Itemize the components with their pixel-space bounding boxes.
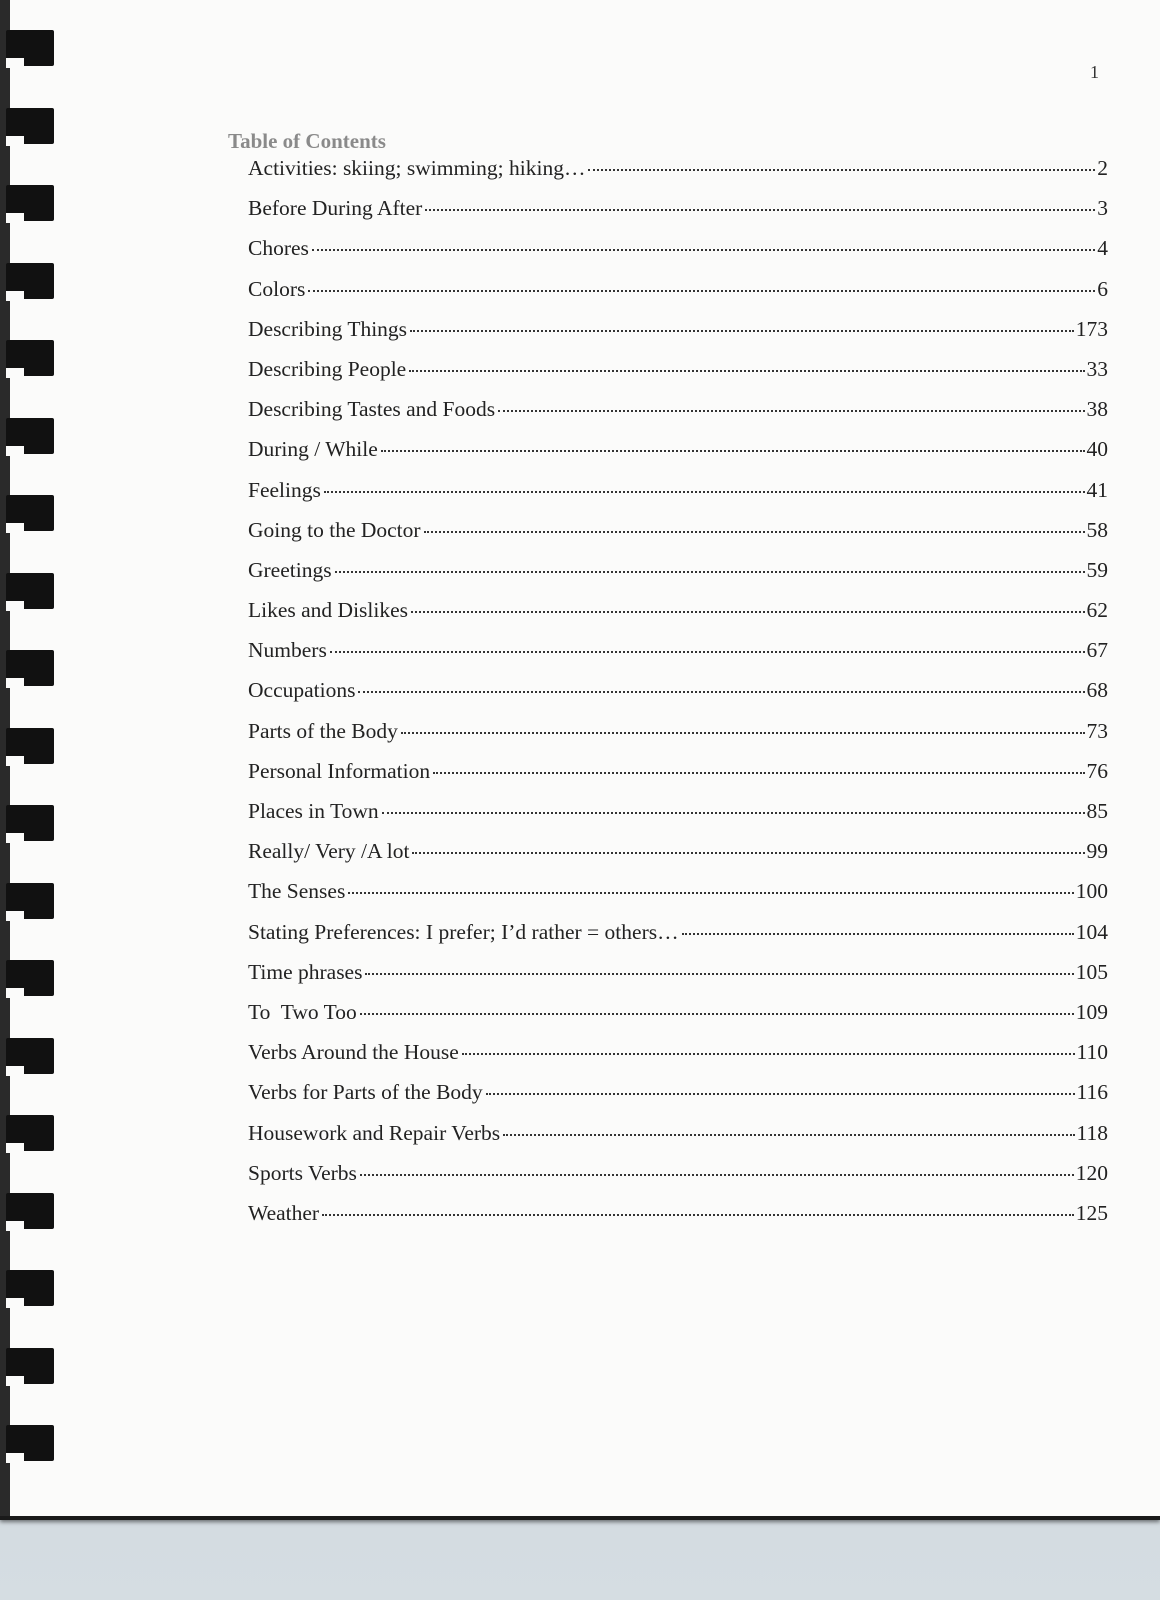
toc-dot-leader bbox=[382, 812, 1085, 814]
page-number: 1 bbox=[1090, 62, 1099, 82]
binding-ring bbox=[6, 1425, 54, 1461]
toc-entry bbox=[248, 1000, 1108, 1040]
toc-dot-leader bbox=[410, 330, 1074, 332]
toc-dot-leader bbox=[335, 571, 1085, 573]
toc-entry bbox=[248, 236, 1108, 276]
toc-entry bbox=[248, 277, 1108, 317]
toc-entry-page: 105 bbox=[1075, 959, 1108, 984]
toc-entry-page: 2 bbox=[1097, 156, 1108, 180]
toc-entry bbox=[248, 357, 1108, 397]
toc-entry bbox=[248, 518, 1108, 558]
toc-entry-page: 40 bbox=[1086, 437, 1108, 462]
binding-ring bbox=[6, 263, 54, 299]
toc-title: Table of Contents bbox=[228, 129, 386, 153]
binding-ring bbox=[6, 883, 54, 919]
toc-dot-leader bbox=[411, 611, 1084, 613]
binding-ring bbox=[6, 573, 54, 609]
toc-entry-label: Stating Preferences: I prefer; I’d rather = others… bbox=[248, 919, 679, 944]
binding-ring bbox=[6, 1348, 54, 1384]
toc-entry-label: Places in Town bbox=[248, 799, 379, 823]
toc-dot-leader bbox=[312, 249, 1095, 251]
toc-entry-page: 73 bbox=[1086, 718, 1108, 743]
binding-ring bbox=[6, 1270, 54, 1306]
binding-ring bbox=[6, 1193, 54, 1229]
toc-dot-leader bbox=[412, 852, 1084, 854]
binding-ring bbox=[6, 1038, 54, 1074]
toc-entry-label: Feelings bbox=[248, 477, 321, 502]
toc-entry-label: Weather bbox=[248, 1200, 320, 1225]
toc-entry-page: 59 bbox=[1086, 557, 1108, 582]
toc-entry bbox=[248, 437, 1108, 477]
toc-list bbox=[228, 156, 1108, 1241]
toc-entry bbox=[248, 719, 1108, 759]
binding-ring bbox=[6, 805, 54, 841]
toc-entry bbox=[248, 397, 1108, 437]
toc-entry bbox=[248, 478, 1108, 518]
toc-dot-leader bbox=[424, 531, 1085, 533]
toc-entry bbox=[248, 799, 1108, 839]
toc-entry-label: Really/ Very /A lot bbox=[248, 839, 410, 864]
binding-ring bbox=[6, 728, 54, 764]
toc-entry-page: 76 bbox=[1086, 758, 1108, 783]
toc-dot-leader bbox=[360, 1013, 1074, 1015]
binding-ring bbox=[6, 108, 54, 144]
toc-entry-page: 33 bbox=[1086, 356, 1108, 381]
toc-entry-label: The Senses bbox=[248, 879, 346, 904]
binding-ring bbox=[6, 418, 54, 454]
toc-entry-page: 85 bbox=[1086, 799, 1108, 823]
table-of-contents bbox=[228, 126, 1108, 1241]
toc-entry-label: Parts of the Body bbox=[248, 718, 398, 743]
toc-entry bbox=[248, 558, 1108, 598]
binding-ring bbox=[6, 1115, 54, 1151]
toc-entry-page: 99 bbox=[1086, 839, 1108, 864]
toc-entry bbox=[248, 196, 1108, 236]
binding-ring bbox=[6, 30, 54, 66]
toc-entry bbox=[248, 598, 1108, 638]
binding-ring bbox=[6, 960, 54, 996]
toc-dot-leader bbox=[462, 1053, 1075, 1055]
toc-dot-leader bbox=[365, 973, 1073, 975]
toc-entry bbox=[248, 1080, 1108, 1120]
toc-entry-page: 118 bbox=[1076, 1120, 1108, 1145]
toc-entry-page: 68 bbox=[1086, 678, 1108, 703]
toc-dot-leader bbox=[330, 651, 1085, 653]
toc-entry bbox=[248, 1161, 1108, 1201]
toc-entry-page: 125 bbox=[1075, 1200, 1108, 1225]
toc-entry-label: Likes and Dislikes bbox=[248, 598, 409, 623]
toc-dot-leader bbox=[588, 169, 1095, 171]
toc-entry bbox=[248, 920, 1108, 960]
toc-dot-leader bbox=[322, 1214, 1074, 1216]
toc-entry bbox=[248, 759, 1108, 799]
toc-dot-leader bbox=[498, 410, 1084, 412]
toc-entry-page: 6 bbox=[1097, 276, 1108, 301]
toc-entry-label: Housework and Repair Verbs bbox=[248, 1120, 501, 1145]
toc-entry-label: Occupations bbox=[248, 678, 356, 703]
toc-entry-label: Going to the Doctor bbox=[248, 517, 421, 542]
toc-entry bbox=[248, 1121, 1108, 1161]
toc-dot-leader bbox=[360, 1174, 1074, 1176]
toc-entry-label: Verbs Around the House bbox=[248, 1040, 459, 1065]
toc-dot-leader bbox=[682, 933, 1074, 935]
toc-entry-page: 100 bbox=[1075, 879, 1108, 904]
toc-entry-page: 104 bbox=[1075, 919, 1108, 944]
toc-dot-leader bbox=[425, 209, 1095, 211]
toc-dot-leader bbox=[358, 691, 1084, 693]
toc-entry bbox=[248, 156, 1108, 196]
toc-entry bbox=[248, 678, 1108, 718]
toc-dot-leader bbox=[308, 290, 1095, 292]
toc-entry-page: 116 bbox=[1076, 1080, 1108, 1105]
toc-entry-label: Greetings bbox=[248, 557, 332, 582]
toc-entry-page: 58 bbox=[1086, 517, 1108, 542]
toc-entry-page: 4 bbox=[1097, 236, 1108, 261]
toc-entry-page: 3 bbox=[1097, 196, 1108, 221]
toc-entry bbox=[248, 879, 1108, 919]
toc-entry-label: Chores bbox=[248, 236, 309, 261]
binding-ring bbox=[6, 495, 54, 531]
toc-entry bbox=[248, 960, 1108, 1000]
toc-entry-label: Before During After bbox=[248, 196, 423, 221]
toc-entry-label: Time phrases bbox=[248, 959, 363, 984]
toc-entry-label: Activities: skiing; swimming; hiking… bbox=[248, 156, 586, 180]
toc-dot-leader bbox=[409, 370, 1084, 372]
toc-entry bbox=[248, 839, 1108, 879]
binding-ring bbox=[6, 340, 54, 376]
toc-entry-page: 109 bbox=[1075, 999, 1108, 1024]
toc-entry-label: Colors bbox=[248, 276, 306, 301]
toc-dot-leader bbox=[401, 732, 1085, 734]
toc-entry bbox=[248, 1201, 1108, 1241]
toc-dot-leader bbox=[381, 450, 1085, 452]
toc-entry-page: 62 bbox=[1086, 598, 1108, 623]
toc-entry-label: Describing Things bbox=[248, 316, 408, 341]
toc-dot-leader bbox=[324, 491, 1085, 493]
toc-entry bbox=[248, 638, 1108, 678]
toc-entry-page: 110 bbox=[1076, 1040, 1108, 1065]
toc-entry-label: Describing Tastes and Foods bbox=[248, 397, 496, 422]
toc-entry-page: 173 bbox=[1075, 316, 1108, 341]
toc-dot-leader bbox=[486, 1093, 1075, 1095]
binding-ring bbox=[6, 185, 54, 221]
toc-entry-label: Personal Information bbox=[248, 758, 431, 783]
toc-entry bbox=[248, 317, 1108, 357]
toc-dot-leader bbox=[348, 892, 1073, 894]
toc-entry bbox=[248, 1040, 1108, 1080]
toc-entry-page: 120 bbox=[1075, 1160, 1108, 1185]
toc-entry-label: To Two Too bbox=[248, 999, 357, 1024]
toc-entry-label: During / While bbox=[248, 437, 378, 462]
toc-entry-page: 41 bbox=[1086, 477, 1108, 502]
toc-entry-page: 67 bbox=[1086, 638, 1108, 663]
toc-dot-leader bbox=[503, 1134, 1074, 1136]
toc-dot-leader bbox=[433, 772, 1084, 774]
toc-entry-label: Sports Verbs bbox=[248, 1160, 357, 1185]
toc-entry-page: 38 bbox=[1086, 397, 1108, 422]
toc-entry-label: Describing People bbox=[248, 356, 407, 381]
toc-entry-label: Verbs for Parts of the Body bbox=[248, 1080, 483, 1105]
binding-ring bbox=[6, 650, 54, 686]
toc-entry-label: Numbers bbox=[248, 638, 327, 663]
